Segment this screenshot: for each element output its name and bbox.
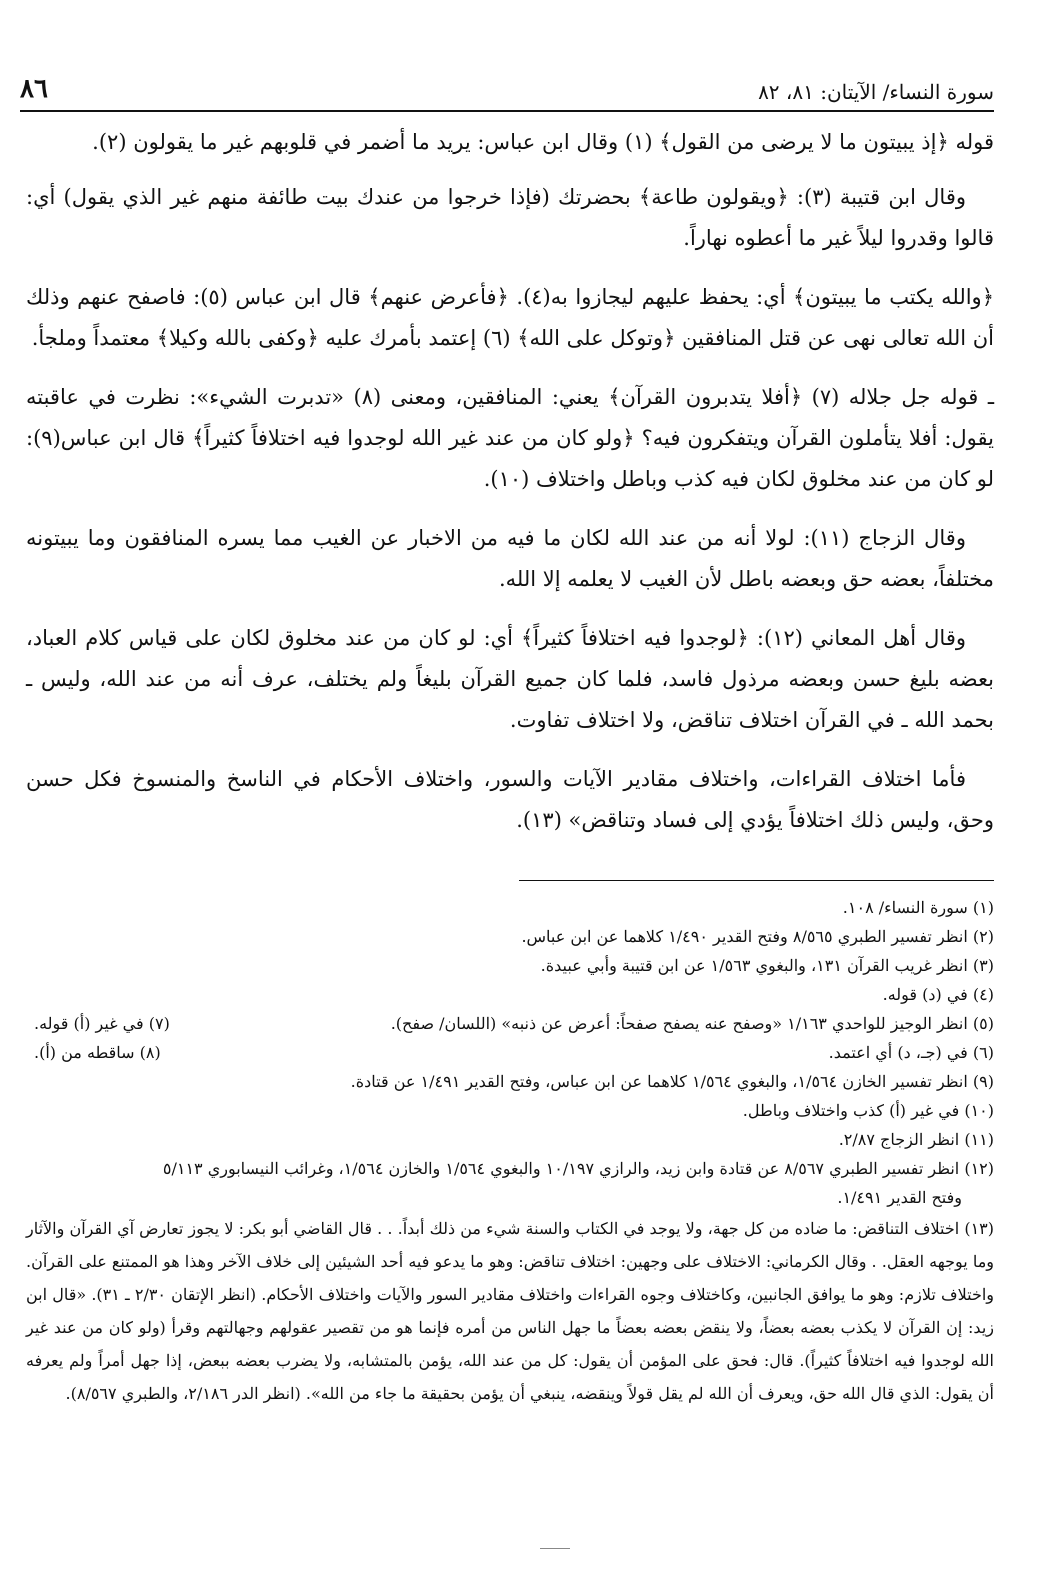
page-number: ٨٦ [20, 74, 48, 104]
footnote-2: (٢) انظر تفسير الطبري ٨/٥٦٥ وفتح القدير ١/٤٩٠ كلاهما عن ابن عباس. [521, 927, 994, 946]
paragraph-1: قوله ﴿إذ يبيتون ما لا يرضى من القول﴾ (١) وقال ابن عباس: يريد ما أضمر في قلوبهم غير ما يقولون (٢). [92, 130, 994, 154]
paragraph-2: وقال ابن قتيبة (٣): ﴿ويقولون طاعة﴾ بحضرتك (فإذا خرجوا من عندك بيت طائفة منهم غير الذي يقول) أي: قالوا وقدروا ليلاً غير ما أعطوه نهاراً. [26, 185, 994, 250]
footnote-12: (١٢) انظر تفسير الطبري ٨/٥٦٧ عن قتادة وابن زيد، والرازي ١٠/١٩٧ والبغوي ١/٥٦٤ والخازن ١/٥٦٤، وغرائب النيسابوري ٥/١١٣ [162, 1159, 994, 1178]
footnotes [26, 893, 994, 1410]
footnote-3: (٣) انظر غريب القرآن ١٣١، والبغوي ١/٥٦٣ عن ابن قتيبة وأبي عبيدة. [540, 956, 994, 975]
footnote-1: (١) سورة النساء/ ١٠٨. [842, 898, 994, 917]
footnote-5: (٥) انظر الوجيز للواحدي ١/١٦٣ «وصفح عنه يصفح صفحاً: أعرض عن ذنبه» (اللسان/ صفح). [390, 1014, 994, 1033]
footnote-6: (٦) في (جـ، د) أي اعتمد. [828, 1043, 994, 1062]
footnote-row-6-8 [26, 1038, 994, 1067]
paragraph-4: ـ قوله جل جلاله (٧) ﴿أفلا يتدبرون القرآن﴾ يعني: المنافقين، ومعنى (٨) «تدبرت الشيء»: نظرت في عاقبته يقول: أفلا يتأملون القرآن ويتفكرون فيه؟ ﴿ولو كان من عند غير الله لوجدوا فيه اختلافاً كثيراً﴾ قال ابن عباس(٩): لو كان من عند مخلوق لكان فيه كذب وباطل واختلاف (١٠). [26, 385, 994, 491]
footnote-7: (٧) في غير (أ) قوله. [34, 1014, 170, 1033]
paragraph-5: وقال الزجاج (١١): لولا أنه من عند الله لكان ما فيه من الاخبار عن الغيب مما يسره المنافقون وما يبيتونه مختلفاً، بعضه حق وبعضه باطل لأن الغيب لا يعلمه إلا الله. [26, 526, 994, 591]
footnote-12-continuation: وفتح القدير ١/٤٩١. [837, 1188, 962, 1207]
footnote-10: (١٠) في غير (أ) كذب واختلاف وباطل. [742, 1101, 994, 1120]
paragraph-7: فأما اختلاف القراءات، واختلاف مقادير الآيات والسور، واختلاف الأحكام في الناسخ والمنسوخ فكل حسن وحق، وليس ذلك اختلافاً يؤدي إلى فساد وتناقض» (١٣). [26, 767, 994, 832]
paragraph-6: وقال أهل المعاني (١٢): ﴿لوجدوا فيه اختلافاً كثيراً﴾ أي: لو كان من عند مخلوق لكان على قياس كلام العباد، بعضه بليغ حسن وبعضه مرذول فاسد، فلما كان جميع القرآن بليغاً ولم يختلف، عرف أنه من عند الله، وليس ـ بحمد الله ـ في القرآن اختلاف تناقض، ولا اختلاف تفاوت. [26, 626, 994, 732]
scan-mark [540, 1548, 570, 1549]
surah-title: سورة النساء/ الآيتان: ٨١، ٨٢ [758, 80, 994, 104]
footnote-9: (٩) انظر تفسير الخازن ١/٥٦٤، والبغوي ١/٥٦٤ كلاهما عن ابن عباس، وفتح القدير ١/٤٩١ عن قتادة. [350, 1072, 994, 1091]
footnote-4: (٤) في (د) قوله. [882, 985, 994, 1004]
paragraph-3: ﴿والله يكتب ما يبيتون﴾ أي: يحفظ عليهم ليجازوا به(٤). ﴿فأعرض عنهم﴾ قال ابن عباس (٥): فاصفح عنهم وذلك أن الله تعالى نهى عن قتل المنافقين ﴿وتوكل على الله﴾ (٦) إعتمد بأمرك عليه ﴿وكفى بالله وكيلا﴾ معتمداً وملجأ. [26, 285, 995, 350]
main-text [26, 122, 994, 859]
footnote-8: (٨) ساقطه من (أ). [34, 1043, 161, 1062]
footnote-11: (١١) انظر الزجاج ٢/٨٧. [838, 1130, 994, 1149]
footnote-separator [519, 880, 994, 881]
footnote-13: (١٣) اختلاف التناقض: ما ضاده من كل جهة، ولا يوجد في الكتاب والسنة شيء من ذلك أبداً. . . قال القاضي أبو بكر: لا يجوز تعارض آي القرآن والآثار وما يوجهه العقل. . وقال الكرماني: الاختلاف على وجهين: اختلاف تناقض: وهو ما يدعو فيه أحد الشيئين إلى خلاف الآخر وهذا هو الممتنع على القرآن. واختلاف تلازم: وهو ما يوافق الجانبين، وكاختلاف وجوه القراءات واختلاف مقادير السور والآيات واختلاف الأحكام. (انظر الإتقان ٢/٣٠ ـ ٣١). «قال ابن زيد: إن القرآن لا يكذب بعضه بعضاً، ولا ينقض بعضه بعضاً ما جهل الناس من أمره فإنما هو من تقصير عقولهم وجهالتهم وقرأ (ولو كان من عند غير الله لوجدوا فيه اختلافاً كثيراً). قال: فحق على المؤمن أن يقول: كل من عند الله، يؤمن بالمتشابه، ولا يضرب بعضه ببعض، إذا جهل أمراً ولم يعرفه أن يقول: الذي قال الله حق، ويعرف أن الله لم يقل قولاً وينقضه، ينبغي أن يؤمن بحقيقة ما جاء من الله». (انظر الدر ٢/١٨٦، والطبري ٨/٥٦٧). [26, 1219, 995, 1403]
footnote-row-5-7 [26, 1009, 994, 1038]
page-header [20, 70, 994, 112]
